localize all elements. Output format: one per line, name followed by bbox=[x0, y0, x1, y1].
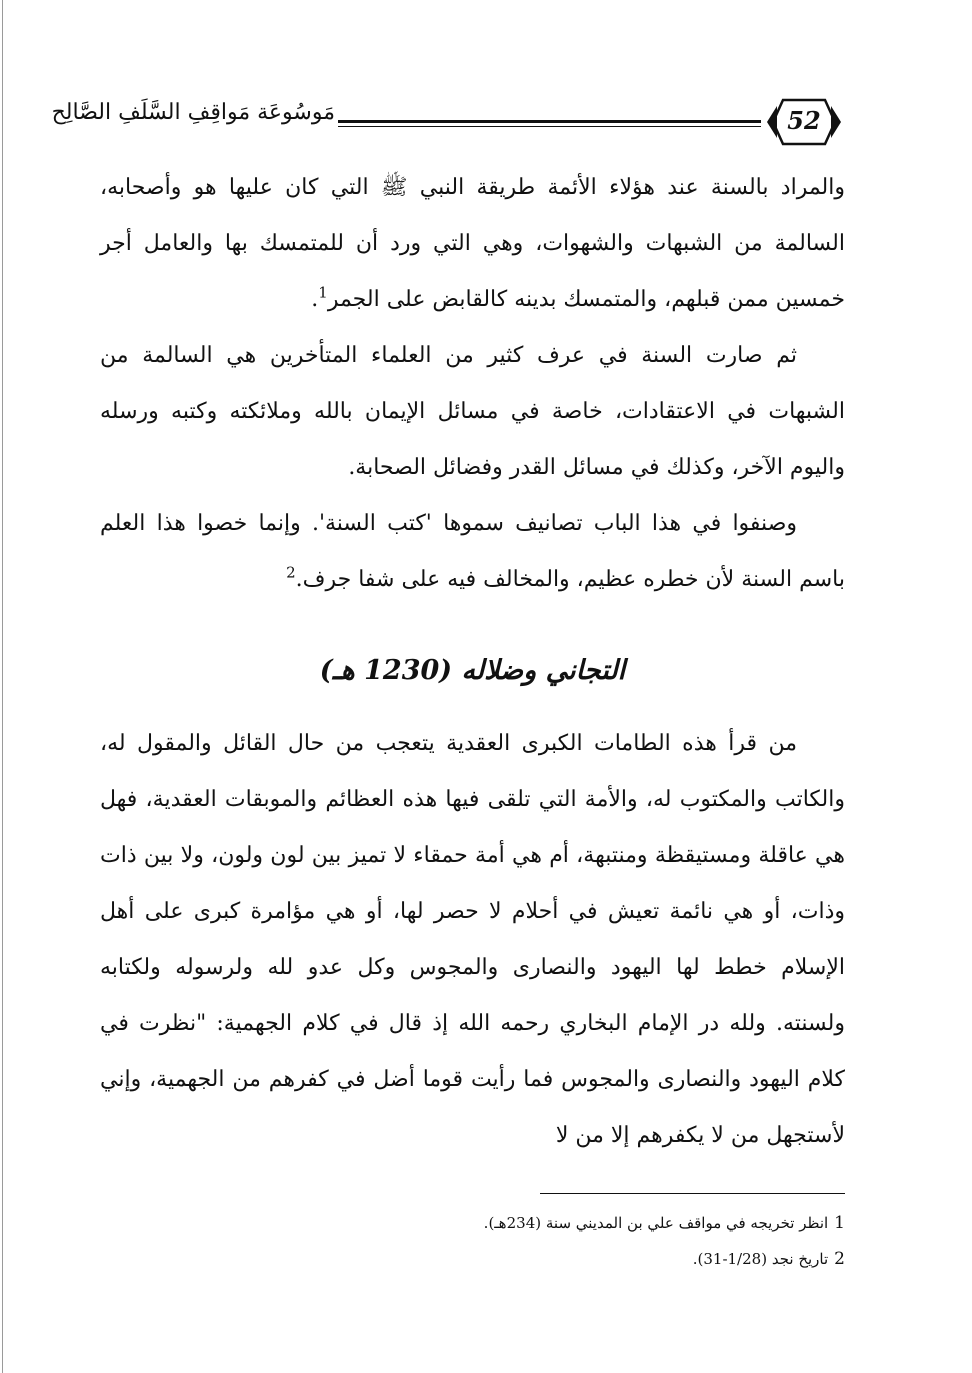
paragraph-sunnah-meaning: والمراد بالسنة عند هؤلاء الأئمة طريقة النبي ﷺ التي كان عليها هو وأصحابه، السالمة من الشبهات والشهوات، وهي التي ورد أن للمتمسك بها والعامل أجر خمسين ممن قبلهم، والمتمسك بدينه كالقابض على الجمر$^1$. bbox=[100, 175, 845, 312]
scan-edge-line bbox=[2, 0, 3, 1373]
footnote-ref-2: 2 bbox=[286, 563, 296, 582]
paragraph-sunnah-books: وصنفوا في هذا الباب تصانيف سموها 'كتب السنة'. وإنما خصوا هذا العلم باسم السنة لأن خطره عظيم، والمخالف فيه على شفا جرف.$^2$ bbox=[100, 511, 845, 592]
header-rule bbox=[338, 120, 761, 123]
page-header bbox=[51, 92, 845, 158]
footnote-2: 2تاريخ نجد (1/28-31). bbox=[692, 1249, 845, 1269]
footnote-separator bbox=[540, 1193, 845, 1194]
page-number: 52 bbox=[787, 106, 821, 135]
header-rule-thin bbox=[338, 126, 761, 127]
footnote-ref-1: 1 bbox=[318, 283, 328, 302]
page-number-badge bbox=[763, 96, 845, 148]
footnote-1: 1انظر تخريجه في مواقف علي بن المديني سنة (234هـ). bbox=[483, 1213, 845, 1233]
series-title: مَوسُوعَة مَواقِفِ السَّلَفِ الصَّالِح bbox=[51, 100, 335, 125]
footnotes bbox=[100, 1205, 845, 1277]
section-heading: التجاني وضلاله (1230 هـ) bbox=[319, 655, 626, 686]
paragraph-later-scholars: ثم صارت السنة في عرف كثير من العلماء المتأخرين هي السالمة من الشبهات في الاعتقادات، خاصة في مسائل الإيمان بالله وملائكته وكتبه ورسله واليوم الآخر، وكذلك في مسائل القدر وفضائل الصحابة. bbox=[100, 343, 845, 480]
main-text-section bbox=[100, 716, 845, 1164]
main-text-top bbox=[100, 160, 845, 608]
paragraph-tijani: من قرأ هذه الطامات الكبرى العقدية يتعجب من حال القائل والمقول له، والكاتب والمكتوب له، والأمة التي تلقى فيها هذه العظائم والموبقات العقدية، فهل هي عاقلة ومستيقظة ومنتبهة، أم هي أمة حمقاء لا تميز بين لون ولون، ولا بين ذات وذات، أو هي نائمة تعيش في أحلام لا حصر لها، أو هي مؤامرة كبرى على أهل الإسلام خطط لها اليهود والنصارى والمجوس وكل عدو لله ولرسوله ولكتابه ولسنته. ولله در الإمام البخاري رحمه الله إذ قال في كلام الجهمية: "نظرت في كلام اليهود والنصارى والمجوس فما رأيت قوما أضل في كفرهم من الجهمية، وإني لأستجهل من لا يكفرهم إلا من لا bbox=[100, 731, 845, 1148]
